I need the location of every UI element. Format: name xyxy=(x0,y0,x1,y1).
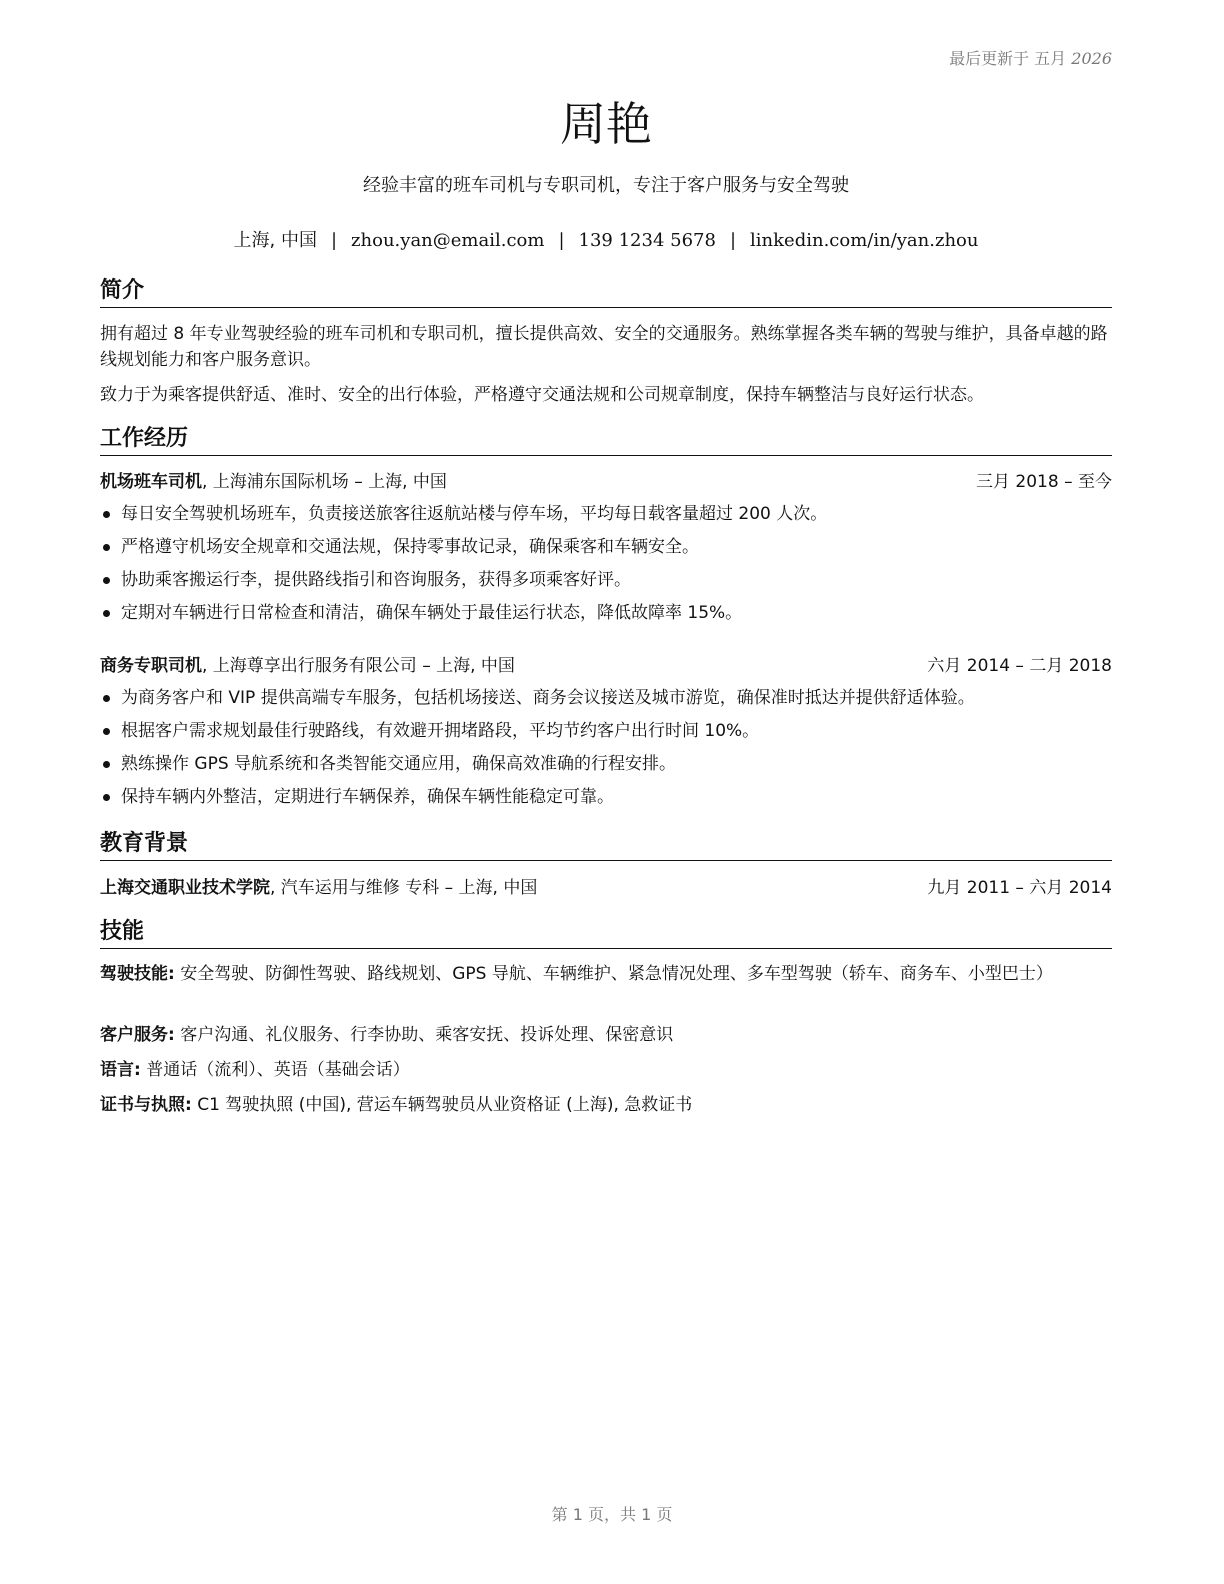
contact-phone[interactable]: 139 1234 5678 xyxy=(578,230,716,251)
skill-value: 安全驾驶、防御性驾驶、路线规划、GPS 导航、车辆维护、紧急情况处理、多车型驾驶（轿车、商务车、小型巴士） xyxy=(174,964,1053,984)
section-title-experience: 工作经历 xyxy=(100,425,1112,456)
contact-linkedin[interactable]: linkedin.com/in/yan.zhou xyxy=(750,230,979,251)
candidate-name: 周艳 xyxy=(560,97,652,151)
section-title-education: 教育背景 xyxy=(100,830,1112,861)
job-bullets xyxy=(100,685,1112,817)
skill-value: 客户沟通、礼仪服务、行李协助、乘客安抚、投诉处理、保密意识 xyxy=(174,1025,674,1045)
contact-separator: | xyxy=(729,230,737,251)
education-school: 上海交通职业技术学院 xyxy=(100,878,270,898)
list-item: 根据客户需求规划最佳行驶路线，有效避开拥堵路段，平均节约客户出行时间 10%。 xyxy=(100,718,1112,751)
list-item: 协助乘客搬运行李，提供路线指引和咨询服务，获得多项乘客好评。 xyxy=(100,567,1112,600)
skill-row xyxy=(100,1023,1112,1048)
job-org: , 上海尊享出行服务有限公司 – 上海, 中国 xyxy=(202,656,515,676)
list-item: 严格遵守机场安全规章和交通法规，保持零事故记录，确保乘客和车辆安全。 xyxy=(100,534,1112,567)
job-org: , 上海浦东国际机场 – 上海, 中国 xyxy=(202,472,447,492)
skill-label: 证书与执照: xyxy=(100,1095,192,1115)
job-role: 商务专职司机 xyxy=(100,656,202,676)
contact-line xyxy=(100,226,1112,252)
page-footer: 第 1 页，共 1 页 xyxy=(551,1505,673,1524)
job-date: 三月 2018 – 至今 xyxy=(976,472,1112,492)
list-item: 保持车辆内外整洁，定期进行车辆保养，确保车辆性能稳定可靠。 xyxy=(100,784,1112,817)
skill-value: C1 驾驶执照 (中国), 营运车辆驾驶员从业资格证 (上海), 急救证书 xyxy=(191,1095,693,1115)
skill-label: 语言: xyxy=(100,1060,141,1080)
skill-row xyxy=(100,1093,1112,1118)
list-item: 为商务客户和 VIP 提供高端专车服务，包括机场接送、商务会议接送及城市游览，确保准时抵达并提供舒适体验。 xyxy=(100,685,1112,718)
contact-separator: | xyxy=(558,230,565,251)
section-title-summary: 简介 xyxy=(100,277,1112,308)
skill-label: 驾驶技能: xyxy=(100,964,175,984)
education-detail: , 汽车运用与维修 专科 – 上海, 中国 xyxy=(270,878,538,898)
job-header xyxy=(100,653,1112,679)
job-role: 机场班车司机 xyxy=(100,472,202,492)
education-entry xyxy=(100,875,1112,901)
summary-paragraph: 拥有超过 8 年专业驾驶经验的班车司机和专职司机，擅长提供高效、安全的交通服务。熟练掌握各类车辆的驾驶与维护，具备卓越的路线规划能力和客户服务意识。 xyxy=(100,324,1108,370)
tagline: 经验丰富的班车司机与专职司机，专注于客户服务与安全驾驶 xyxy=(363,175,849,196)
list-item: 熟练操作 GPS 导航系统和各类智能交通应用，确保高效准确的行程安排。 xyxy=(100,751,1112,784)
contact-separator: | xyxy=(330,230,338,251)
last-updated-prefix: 最后更新于 五月 xyxy=(949,49,1067,68)
skill-row xyxy=(100,962,1112,987)
summary-paragraph: 致力于为乘客提供舒适、准时、安全的出行体验，严格遵守交通法规和公司规章制度，保持车辆整洁与良好运行状态。 xyxy=(100,385,984,405)
job-bullets xyxy=(100,501,1112,633)
job-date: 六月 2014 – 二月 2018 xyxy=(927,656,1112,676)
last-updated-year: 2026 xyxy=(1071,49,1112,68)
education-date: 九月 2011 – 六月 2014 xyxy=(927,878,1112,898)
job-header xyxy=(100,469,1112,495)
section-title-skills: 技能 xyxy=(100,918,1112,949)
skill-label: 客户服务: xyxy=(100,1025,175,1045)
last-updated xyxy=(949,46,1112,69)
list-item: 定期对车辆进行日常检查和清洁，确保车辆处于最佳运行状态，降低故障率 15%。 xyxy=(100,600,1112,633)
skill-value: 普通话（流利）、英语（基础会话） xyxy=(140,1060,410,1080)
skill-row xyxy=(100,1058,1112,1083)
contact-email[interactable]: zhou.yan@email.com xyxy=(351,230,545,251)
list-item: 每日安全驾驶机场班车，负责接送旅客往返航站楼与停车场，平均每日载客量超过 200 人次。 xyxy=(100,501,1112,534)
contact-location: 上海, 中国 xyxy=(233,230,317,251)
